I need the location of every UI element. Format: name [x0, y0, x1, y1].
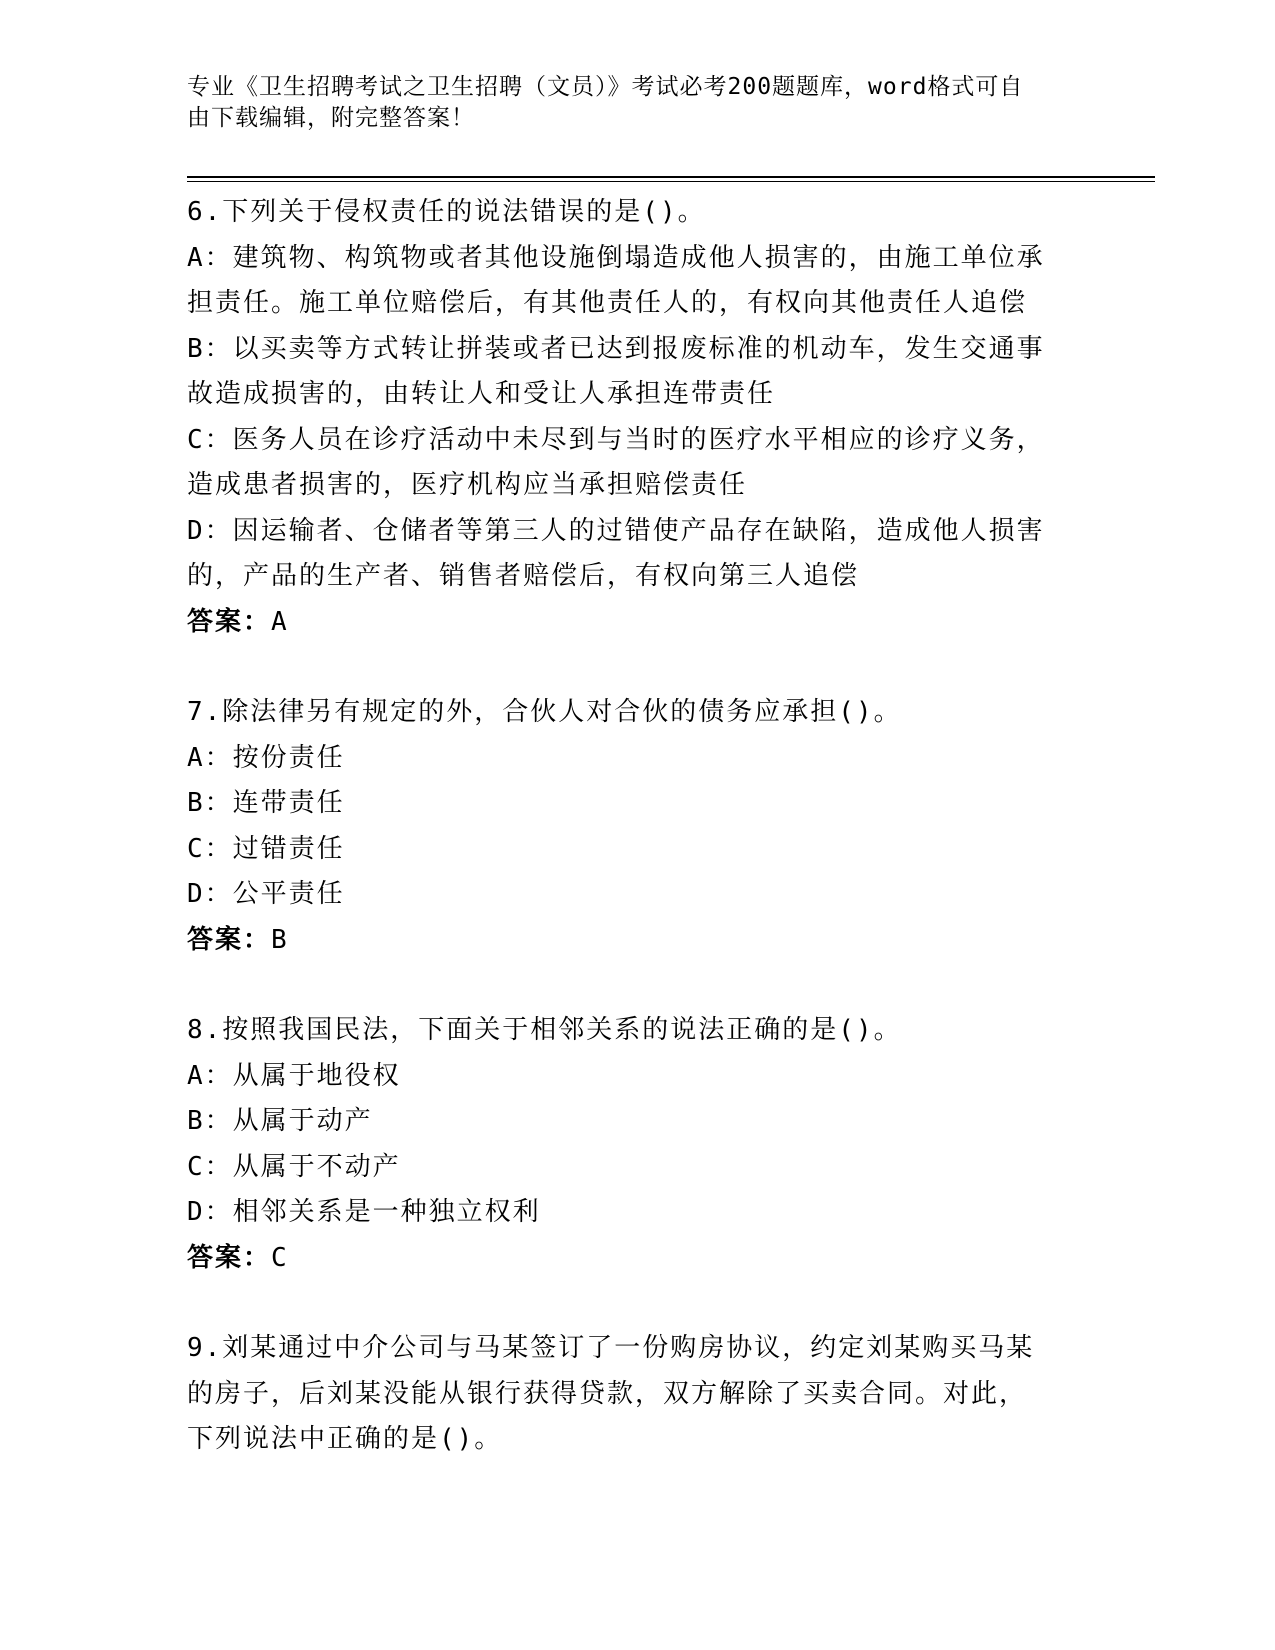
option-line: 故造成损害的，由转让人和受让人承担连带责任 [187, 379, 776, 409]
header-divider-thin [187, 181, 1155, 182]
option-line: 担责任。施工单位赔偿后，有其他责任人的，有权向其他责任人追偿 [187, 288, 1028, 318]
question-block [187, 690, 1087, 963]
option-line: A：建筑物、构筑物或者其他设施倒塌造成他人损害的，由施工单位承 [187, 242, 1045, 273]
question-block [187, 1008, 1087, 1281]
option-line: B：连带责任 [187, 788, 345, 818]
question-block [187, 190, 1087, 645]
answer-label: 答案： [187, 924, 272, 955]
option-line: C：过错责任 [187, 833, 345, 864]
option-line: D：因运输者、仓储者等第三人的过错使产品存在缺陷，造成他人损害 [187, 515, 1045, 546]
option-line: D：相邻关系是一种独立权利 [187, 1197, 541, 1227]
question-stem-line: 6.下列关于侵权责任的说法错误的是()。 [187, 197, 706, 227]
option-line: A：从属于地役权 [187, 1060, 401, 1091]
question-stem-line: 的房子，后刘某没能从银行获得贷款，双方解除了买卖合同。对此， [187, 1378, 1028, 1409]
option-line: 造成患者损害的，医疗机构应当承担赔偿责任 [187, 470, 748, 500]
question-stem-line: 8.按照我国民法，下面关于相邻关系的说法正确的是()。 [187, 1015, 902, 1045]
answer-label: 答案： [187, 1242, 272, 1273]
option-line: C：从属于不动产 [187, 1151, 401, 1182]
option-line: C：医务人员在诊疗活动中未尽到与当时的医疗水平相应的诊疗义务， [187, 424, 1045, 455]
header-line-2: 由下载编辑，附完整答案！ [187, 105, 475, 131]
question-spacer [187, 645, 1087, 690]
option-line: B：从属于动产 [187, 1106, 373, 1136]
option-line: A：按份责任 [187, 742, 345, 773]
answer-value: B [271, 924, 287, 955]
header-divider-thick [187, 176, 1155, 178]
question-spacer [187, 1281, 1087, 1326]
answer-value: C [271, 1242, 287, 1273]
document-header [187, 72, 1087, 134]
header-line-1: 专业《卫生招聘考试之卫生招聘（文员）》考试必考200题题库，word格式可自 [187, 74, 1024, 100]
question-stem-line: 下列说法中正确的是()。 [187, 1424, 503, 1454]
answer-value: A [271, 606, 287, 637]
answer-label: 答案： [187, 606, 272, 637]
option-line: B：以买卖等方式转让拼装或者已达到报废标准的机动车，发生交通事 [187, 333, 1045, 364]
option-line: D：公平责任 [187, 879, 345, 909]
question-stem-line: 9.刘某通过中介公司与马某签订了一份购房协议，约定刘某购买马某 [187, 1333, 1035, 1363]
answer-line [187, 918, 1087, 964]
question-list [187, 190, 1087, 1463]
option-line: 的，产品的生产者、销售者赔偿后，有权向第三人追偿 [187, 561, 860, 591]
answer-line [187, 1236, 1087, 1282]
answer-line [187, 600, 1087, 646]
question-block [187, 1326, 1087, 1463]
question-stem-line: 7.除法律另有规定的外，合伙人对合伙的债务应承担()。 [187, 697, 902, 727]
question-spacer [187, 963, 1087, 1008]
